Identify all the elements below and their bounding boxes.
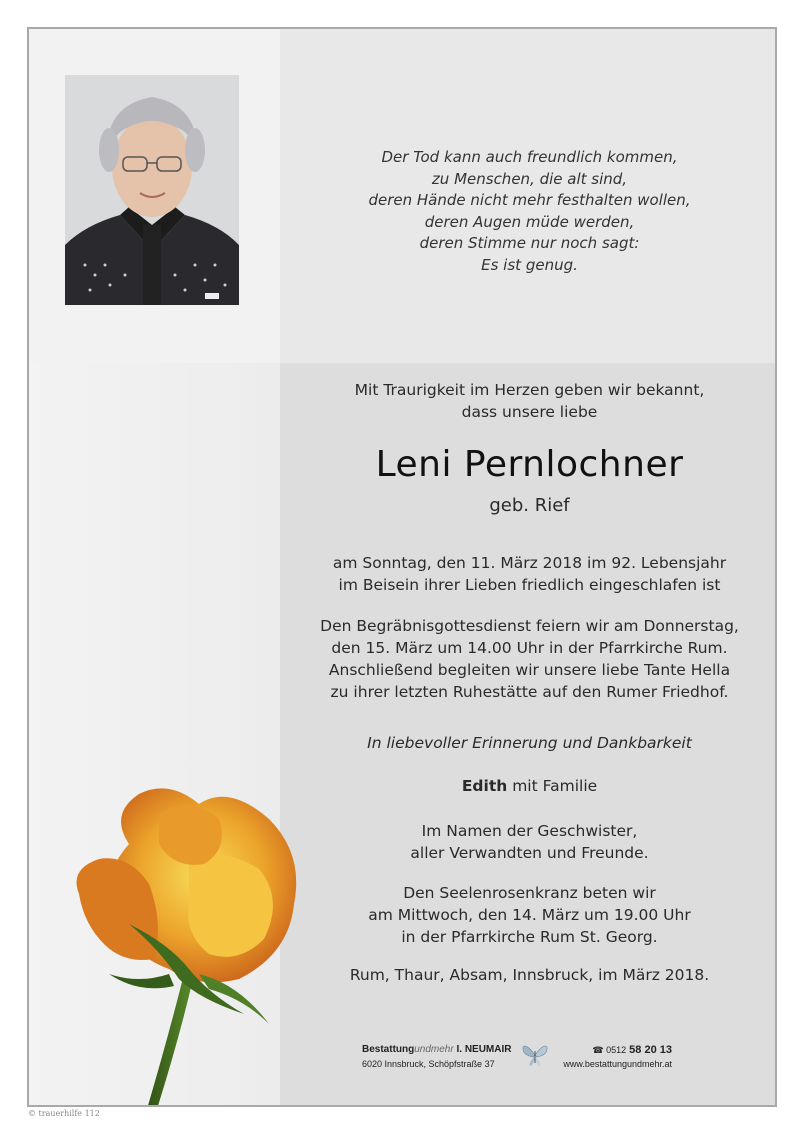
brand-part: undmehr <box>414 1044 454 1055</box>
funeral-info <box>280 615 777 703</box>
relatives-text <box>280 820 777 864</box>
family-signature <box>280 777 777 795</box>
death-line: im Beisein ihrer Lieben friedlich eingeschlafen ist <box>338 576 721 594</box>
poem-line: deren Stimme nur noch sagt: <box>419 234 640 252</box>
poem-line: Der Tod kann auch freundlich kommen, <box>381 148 678 166</box>
funeral-line: Anschließend begleiten wir unsere liebe Tante Hella <box>328 661 731 679</box>
rose-image <box>69 774 329 1107</box>
rosary-info <box>280 882 777 948</box>
family-suffix: mit Familie <box>507 777 598 795</box>
undertaker-phone <box>552 1043 672 1057</box>
poem <box>280 147 777 276</box>
brand-part: Bestattung <box>362 1044 415 1055</box>
relatives-line: Im Namen der Geschwister, <box>421 822 638 840</box>
portrait-photo <box>65 75 239 305</box>
poem-line: deren Hände nicht mehr festhalten wollen, <box>368 191 691 209</box>
deceased-name: Leni Pernlochner <box>375 444 684 485</box>
funeral-line: Den Begräbnisgottesdienst feiern wir am Donnerstag, <box>320 617 739 635</box>
family-name: Edith <box>461 777 508 795</box>
funeral-line: zu ihrer letzten Ruhestätte auf den Rumer Friedhof. <box>330 683 729 701</box>
undertaker-address: 6020 Innsbruck, Schöpfstraße 37 <box>362 1059 495 1069</box>
rosary-line: am Mittwoch, den 14. März um 19.00 Uhr <box>368 906 691 924</box>
place-date: Rum, Thaur, Absam, Innsbruck, im März 2018. <box>349 966 710 984</box>
phone-prefix: ☎ 0512 <box>592 1045 627 1055</box>
phone-number: 58 20 13 <box>626 1044 672 1056</box>
undertaker-brand <box>362 1043 511 1057</box>
death-line: am Sonntag, den 11. März 2018 im 92. Lebensjahr <box>332 554 727 572</box>
brand-part: I. NEUMAIR <box>453 1044 512 1055</box>
rosary-line: in der Pfarrkirche Rum St. Georg. <box>401 928 658 946</box>
maiden-name: geb. Rief <box>489 495 570 516</box>
intro-text <box>280 379 777 423</box>
relatives-line: aller Verwandten und Freunde. <box>410 844 649 862</box>
poem-line: zu Menschen, die alt sind, <box>431 169 628 188</box>
butterfly-icon <box>522 1043 548 1067</box>
intro-line: dass unsere liebe <box>461 403 598 421</box>
intro-line: Mit Traurigkeit im Herzen geben wir bekannt, <box>354 381 705 399</box>
poem-line: Es ist genug. <box>481 255 578 274</box>
undertaker-website: www.bestattungundmehr.at <box>563 1059 672 1069</box>
undertaker-contact <box>552 1043 672 1071</box>
undertaker-info <box>362 1043 511 1071</box>
funeral-line: den 15. März um 14.00 Uhr in der Pfarrkirche Rum. <box>331 639 728 657</box>
obituary-card <box>27 27 777 1107</box>
poem-line: deren Augen müde werden, <box>424 212 635 231</box>
copyright-note: © trauerhilfe 112 <box>28 1109 100 1118</box>
death-notice <box>280 552 777 596</box>
memory-line: In liebevoller Erinnerung und Dankbarkeit <box>367 734 692 752</box>
rosary-line: Den Seelenrosenkranz beten wir <box>403 884 656 902</box>
